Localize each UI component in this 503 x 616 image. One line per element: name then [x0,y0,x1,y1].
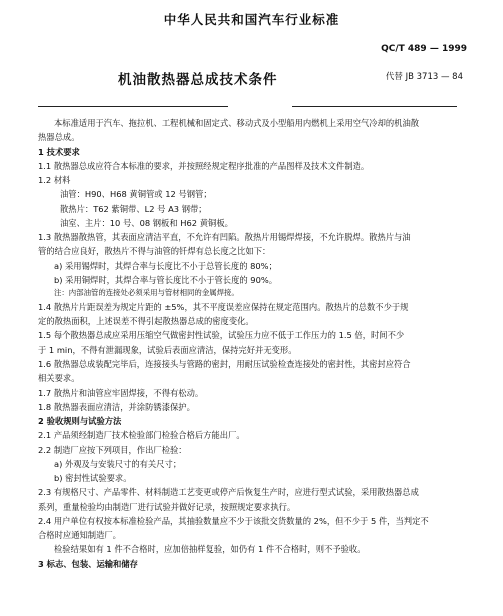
section-heading: 1 技术要求 [38,146,80,157]
section-heading: 2 验收规则与试验方法 [38,416,122,427]
body-line: 1.4 散热片片距误差为规定片距的 ±5%，其不平度误差应保持在规定范围内。散热片的总数不少于规 [38,301,409,312]
body-line: b) 密封性试验要求。 [54,473,132,484]
supersedes-note: 代替 JB 3713 — 84 [385,72,463,82]
body-line: 油室、主片：10 号、08 钢板和 H62 黄铜板。 [60,217,233,228]
body-line: 2.1 产品须经制造厂技术检验部门检验合格后方能出厂。 [38,430,245,441]
body-line: 热器总成。 [38,132,80,143]
body-line: 散热片：T62 紫铜带、L2 号 A3 钢带； [60,203,207,214]
body-line: a) 采用锡焊时，其焊合率与长度比不小于总管长度的 80%； [54,260,277,271]
body-line: 2.4 用户单位有权按本标准检验产品，其抽验数量应不少于该批交货数量的 2%，但不少于 5 件，当判定不 [38,515,429,526]
standard-code: QC/T 489 — 1999 [381,44,467,54]
body-line: 于 1 min，不得有泄漏现象，试验后表面应清洁，保持完好并无变形。 [38,344,297,355]
body-line: 1.5 每个散热器总成应采用压缩空气做密封性试验，试验压力应不低于工作压力的 1.5 倍，时间不少 [38,330,405,341]
body-line: 相关要求。 [38,373,80,384]
body-line: 油管：H90、H68 黄铜管或 12 号钢管； [60,189,212,200]
body-line: 定的散热面积，上述误差不得引起散热器总成的密度变化。 [38,316,254,327]
body-line: 注：内部油管的连接处必须采用与管材相同的金属焊接。 [54,288,239,298]
body-line: 2.2 制造厂应按下列项目，作出厂检验： [38,444,187,455]
body-line: 1.8 散热器表面应清洁，并涂防锈漆保护。 [38,401,195,412]
body-line: 1.1 散热器总成应符合本标准的要求，并按照经规定程序批准的产品图样及技术文件制造。 [38,160,370,171]
document-title: 机油散热器总成技术条件 [118,72,278,88]
title-rule-right [292,106,457,107]
body-line: 本标准适用于汽车、拖拉机、工程机械和固定式、移动式及小型船用内燃机上采用空气冷却的机油散 [54,118,420,128]
body-line: 系列，重量检验均由制造厂进行试验并做好记录，按照规定要求执行。 [38,501,296,512]
document-body [38,116,470,571]
body-line: 1.3 散热器散热管，其表面应清洁平直，不允许有凹陷。散热片用锡焊焊接，不允许脱焊。散热片与油 [38,232,411,243]
section-heading: 3 标志、包装、运输和储存 [38,558,138,569]
body-line: 2.3 有规格尺寸、产品零件、材料制造工艺变更或停产后恢复生产时，应进行型式试验，采用散热器总成 [38,487,419,498]
body-line: 1.7 散热片和油管应牢固焊接，不得有松动。 [38,387,204,398]
body-line: 1.2 材料 [38,175,71,186]
standard-header: 中华人民共和国汽车行业标准 [163,12,340,27]
body-line: 管的结合应良好，散热片不得与油管的钎焊有总长度之比如下： [38,246,271,257]
body-line: a) 外观及与安装尺寸的有关尺寸； [54,458,182,469]
body-line: 检验结果如有 1 件不合格时，应加倍抽样复验，如仍有 1 件不合格时，则不予验收。 [54,544,366,555]
body-line: 合格时应通知制造厂。 [38,530,121,541]
title-rule-left [38,106,228,107]
body-line: 1.6 散热器总成装配完毕后，连接接头与管路的密封，用耐压试验检查连接处的密封性，其密封应符合 [38,358,411,369]
body-line: b) 采用铜焊时，其焊合率与管长度比不小于管长度的 90%。 [54,274,278,285]
